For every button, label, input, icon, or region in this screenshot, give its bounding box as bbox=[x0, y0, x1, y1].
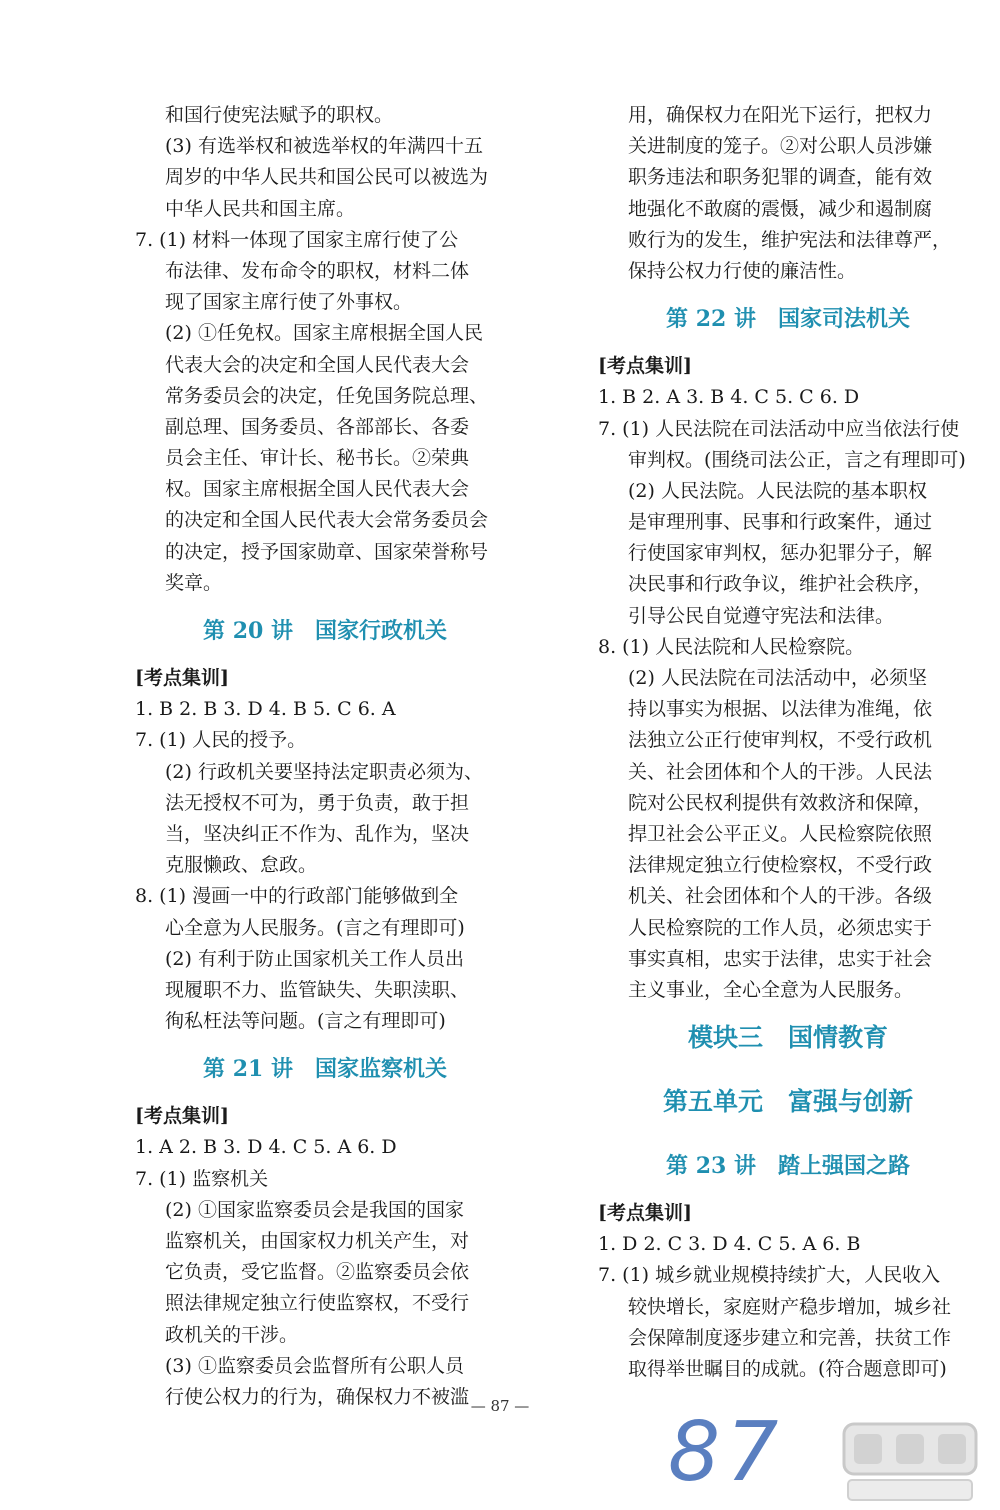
answer-line: 行使公权力的行为，确保权力不被滥 bbox=[165, 1385, 470, 1408]
answer-line: 中华人民共和国主席。 bbox=[165, 197, 356, 220]
answer-line: (2) 有利于防止国家机关工作人员出 bbox=[165, 947, 464, 970]
answer-line: 8. (1) 人民法院和人民检察院。 bbox=[598, 635, 865, 658]
answer-line: 是审理刑事、民事和行政案件，通过 bbox=[628, 511, 933, 534]
answer-line: 的决定和全国人民代表大会常务委员会 bbox=[165, 509, 489, 532]
answer-line: 克服懒政、怠政。 bbox=[165, 854, 318, 877]
answer-line: 捍卫社会公平正义。人民检察院依照 bbox=[628, 822, 933, 845]
answer-line: 的决定，授予国家勋章、国家荣誉称号 bbox=[165, 540, 489, 563]
answer-line: 7. (1) 监察机关 bbox=[135, 1167, 269, 1190]
answer-line: 人民检察院的工作人员，必须忠实于 bbox=[628, 916, 933, 939]
answer-line: 院对公民权利提供有效救济和保障， bbox=[628, 791, 933, 814]
answer-line: 取得举世瞩目的成就。(符合题意即可) bbox=[628, 1358, 947, 1380]
answer-line: 代表大会的决定和全国人民代表大会 bbox=[165, 353, 470, 376]
answer-line: (2) ①国家监察委员会是我国的国家 bbox=[165, 1198, 464, 1221]
unit-heading: 第五单元 富强与创新 bbox=[662, 1087, 913, 1117]
answer-line: (2) 人民法院在司法活动中，必须坚 bbox=[628, 667, 927, 689]
section-heading-21: 第 21 讲 国家监察机关 bbox=[203, 1056, 447, 1083]
answer-line: (2) ①任免权。国家主席根据全国人民 bbox=[165, 322, 483, 345]
answer-line: 职务违法和职务犯罪的调查，能有效 bbox=[628, 166, 933, 189]
answer-line: 法无授权不可为，勇于负责，敢于担 bbox=[165, 791, 470, 814]
answer-line: 权。国家主席根据全国人民代表大会 bbox=[165, 478, 470, 501]
answer-line: 8. (1) 漫画一中的行政部门能够做到全 bbox=[135, 885, 459, 908]
answer-line: 引导公民自觉遵守宪法和法律。 bbox=[628, 604, 895, 627]
answer-line: 1. A 2. B 3. D 4. C 5. A 6. D bbox=[135, 1136, 397, 1159]
answer-line: 1. B 2. A 3. B 4. C 5. C 6. D bbox=[598, 386, 860, 409]
answer-line: 行使国家审判权，惩办犯罪分子，解 bbox=[628, 542, 933, 565]
answer-line: 现履职不力、监管缺失、失职渎职、 bbox=[165, 978, 470, 1001]
section-heading-23: 第 23 讲 踏上强国之路 bbox=[666, 1153, 910, 1180]
answer-line: 徇私枉法等问题。(言之有理即可) bbox=[165, 1010, 446, 1033]
answer-line: 7. (1) 人民的授予。 bbox=[135, 729, 307, 752]
answer-line: 事实真相，忠实于法律，忠实于社会 bbox=[628, 947, 933, 970]
answer-line: 7. (1) 材料一体现了国家主席行使了公 bbox=[135, 228, 459, 251]
answer-line: 1. B 2. B 3. D 4. B 5. C 6. A bbox=[135, 698, 396, 721]
answer-line: 7. (1) 城乡就业规模持续扩大，人民收入 bbox=[598, 1264, 941, 1287]
exercise-label: [考点集训] bbox=[598, 1202, 692, 1225]
watermark-logo bbox=[840, 1420, 980, 1504]
page-number: — 87 — bbox=[470, 1397, 530, 1415]
answer-line: 现了国家主席行使了外事权。 bbox=[165, 291, 413, 314]
section-heading-22: 第 22 讲 国家司法机关 bbox=[666, 306, 910, 333]
answer-line: (3) ①监察委员会监督所有公职人员 bbox=[165, 1354, 464, 1377]
answer-line: 7. (1) 人民法院在司法活动中应当依法行使 bbox=[598, 417, 960, 440]
answer-line: 会保障制度逐步建立和完善，扶贫工作 bbox=[628, 1326, 952, 1349]
answer-line: 用，确保权力在阳光下运行，把权力 bbox=[628, 104, 933, 126]
exercise-label: [考点集训] bbox=[598, 355, 692, 378]
answer-line: 常务委员会的决定，任免国务院总理、 bbox=[165, 384, 489, 407]
module-heading: 模块三 国情教育 bbox=[687, 1023, 888, 1053]
answer-line: 主义事业，全心全意为人民服务。 bbox=[628, 978, 914, 1001]
answer-line: (3) 有选举权和被选举权的年满四十五 bbox=[165, 135, 483, 158]
answer-line: (2) 人民法院。人民法院的基本职权 bbox=[628, 479, 927, 502]
answer-line: 1. D 2. C 3. D 4. C 5. A 6. B bbox=[598, 1233, 861, 1256]
answer-line: 周岁的中华人民共和国公民可以被选为 bbox=[165, 166, 489, 189]
answer-line: 法独立公正行使审判权，不受行政机 bbox=[628, 729, 933, 752]
answer-line: 员会主任、审计长、秘书长。②荣典 bbox=[165, 447, 470, 470]
answer-line: 保持公权力行使的廉洁性。 bbox=[628, 259, 857, 282]
answer-line: 政机关的干涉。 bbox=[165, 1323, 299, 1346]
left-column bbox=[135, 100, 515, 1413]
answer-line: 关、社会团体和个人的干涉。人民法 bbox=[628, 760, 933, 783]
answer-line: 地强化不敢腐的震慑，减少和遏制腐 bbox=[628, 197, 933, 220]
answer-line: 机关、社会团体和个人的干涉。各级 bbox=[628, 885, 933, 908]
answer-line: 持以事实为根据、以法律为准绳，依 bbox=[628, 698, 933, 721]
answer-line: 审判权。(围绕司法公正，言之有理即可) bbox=[628, 448, 966, 471]
answer-line: 副总理、国务委员、各部部长、各委 bbox=[165, 415, 470, 438]
answer-line: 它负责，受它监督。②监察委员会依 bbox=[165, 1261, 470, 1284]
exercise-label: [考点集训] bbox=[135, 667, 229, 689]
answer-line: 决民事和行政争议，维护社会秩序， bbox=[628, 573, 933, 596]
answer-line: 布法律、发布命令的职权，材料二体 bbox=[165, 259, 470, 282]
answer-line: 奖章。 bbox=[165, 571, 223, 594]
exercise-label: [考点集训] bbox=[135, 1105, 229, 1128]
answer-line: 当，坚决纠正不作为、乱作为，坚决 bbox=[165, 822, 470, 845]
answer-line: 败行为的发生，维护宪法和法律尊严， bbox=[628, 228, 952, 251]
answer-line: 法律规定独立行使检察权，不受行政 bbox=[628, 854, 933, 877]
answer-line: 心全意为人民服务。(言之有理即可) bbox=[165, 916, 465, 939]
right-column bbox=[598, 100, 978, 1385]
answer-line: 较快增长，家庭财产稳步增加，城乡社 bbox=[628, 1295, 952, 1318]
answer-line: 和国行使宪法赋予的职权。 bbox=[165, 104, 394, 126]
answer-line: (2) 行政机关要坚持法定职责必须为、 bbox=[165, 760, 483, 783]
section-heading-20: 第 20 讲 国家行政机关 bbox=[203, 618, 447, 644]
handwritten-page-number: 87 bbox=[668, 1405, 785, 1500]
answer-line: 关进制度的笼子。②对公职人员涉嫌 bbox=[628, 135, 933, 158]
answer-line: 监察机关，由国家权力机关产生，对 bbox=[165, 1230, 470, 1252]
answer-line: 照法律规定独立行使监察权，不受行 bbox=[165, 1292, 470, 1315]
